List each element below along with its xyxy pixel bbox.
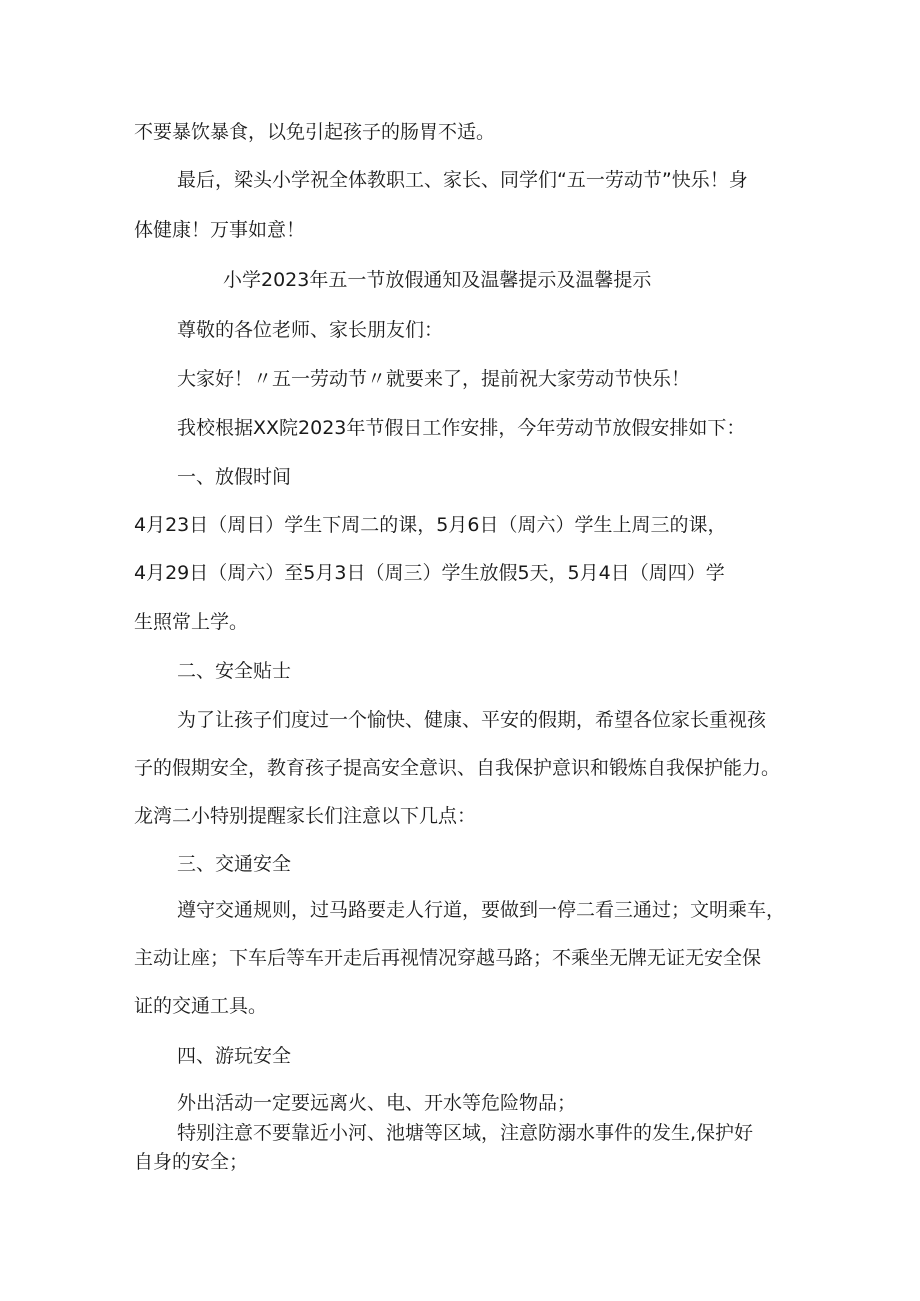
- paragraph-line: 不要暴饮暴食，以免引起孩子的肠胃不适。: [134, 121, 496, 143]
- paragraph-line: 4月23日（周日）学生下周二的课，5月6日（周六）学生上周三的课，: [134, 514, 727, 536]
- paragraph-line: 特别注意不要靠近小河、池塘等区域，注意防溺水事件的发生,保护好: [177, 1122, 754, 1144]
- section-heading: 三、交通安全: [177, 853, 292, 875]
- paragraph-line: 主动让座；下车后等车开走后再视情况穿越马路；不乘坐无牌无证无安全保: [134, 947, 762, 969]
- paragraph-line: 外出活动一定要远离火、电、开水等危险物品；: [177, 1092, 577, 1114]
- paragraph-line: 最后，梁头小学祝全体教职工、家长、同学们“五一劳动节”快乐！身: [177, 169, 748, 191]
- paragraph-line: 为了让孩子们度过一个愉快、健康、平安的假期，希望各位家长重视孩: [177, 709, 767, 731]
- paragraph-line: 体健康！万事如意！: [134, 219, 306, 241]
- section-heading: 一、放假时间: [177, 466, 292, 488]
- paragraph-line: 我校根据XX院2023年节假日工作安排，今年劳动节放假安排如下：: [177, 417, 746, 439]
- section-heading: 四、游玩安全: [177, 1045, 292, 1067]
- paragraph-line: 大家好！〃五一劳动节〃就要来了，提前祝大家劳动节快乐！: [177, 368, 691, 390]
- section-title: 小学2023年五一节放假通知及温馨提示及温馨提示: [223, 269, 652, 291]
- paragraph-line: 子的假期安全，教育孩子提高安全意识、自我保护意识和锻炼自我保护能力。: [134, 757, 781, 779]
- paragraph-line: 4月29日（周六）至5月3日（周三）学生放假5天，5月4日（周四）学: [134, 562, 725, 584]
- paragraph-line: 生照常上学。: [134, 611, 249, 633]
- paragraph-line: 证的交通工具。: [134, 995, 268, 1017]
- paragraph-line: 遵守交通规则，过马路要走人行道，要做到一停二看三通过；文明乘车，: [177, 899, 786, 921]
- paragraph-line: 龙湾二小特别提醒家长们注意以下几点：: [134, 805, 477, 827]
- salutation: 尊敬的各位老师、家长朋友们：: [177, 319, 444, 341]
- section-heading: 二、安全贴士: [177, 660, 292, 682]
- paragraph-line: 自身的安全；: [134, 1151, 249, 1173]
